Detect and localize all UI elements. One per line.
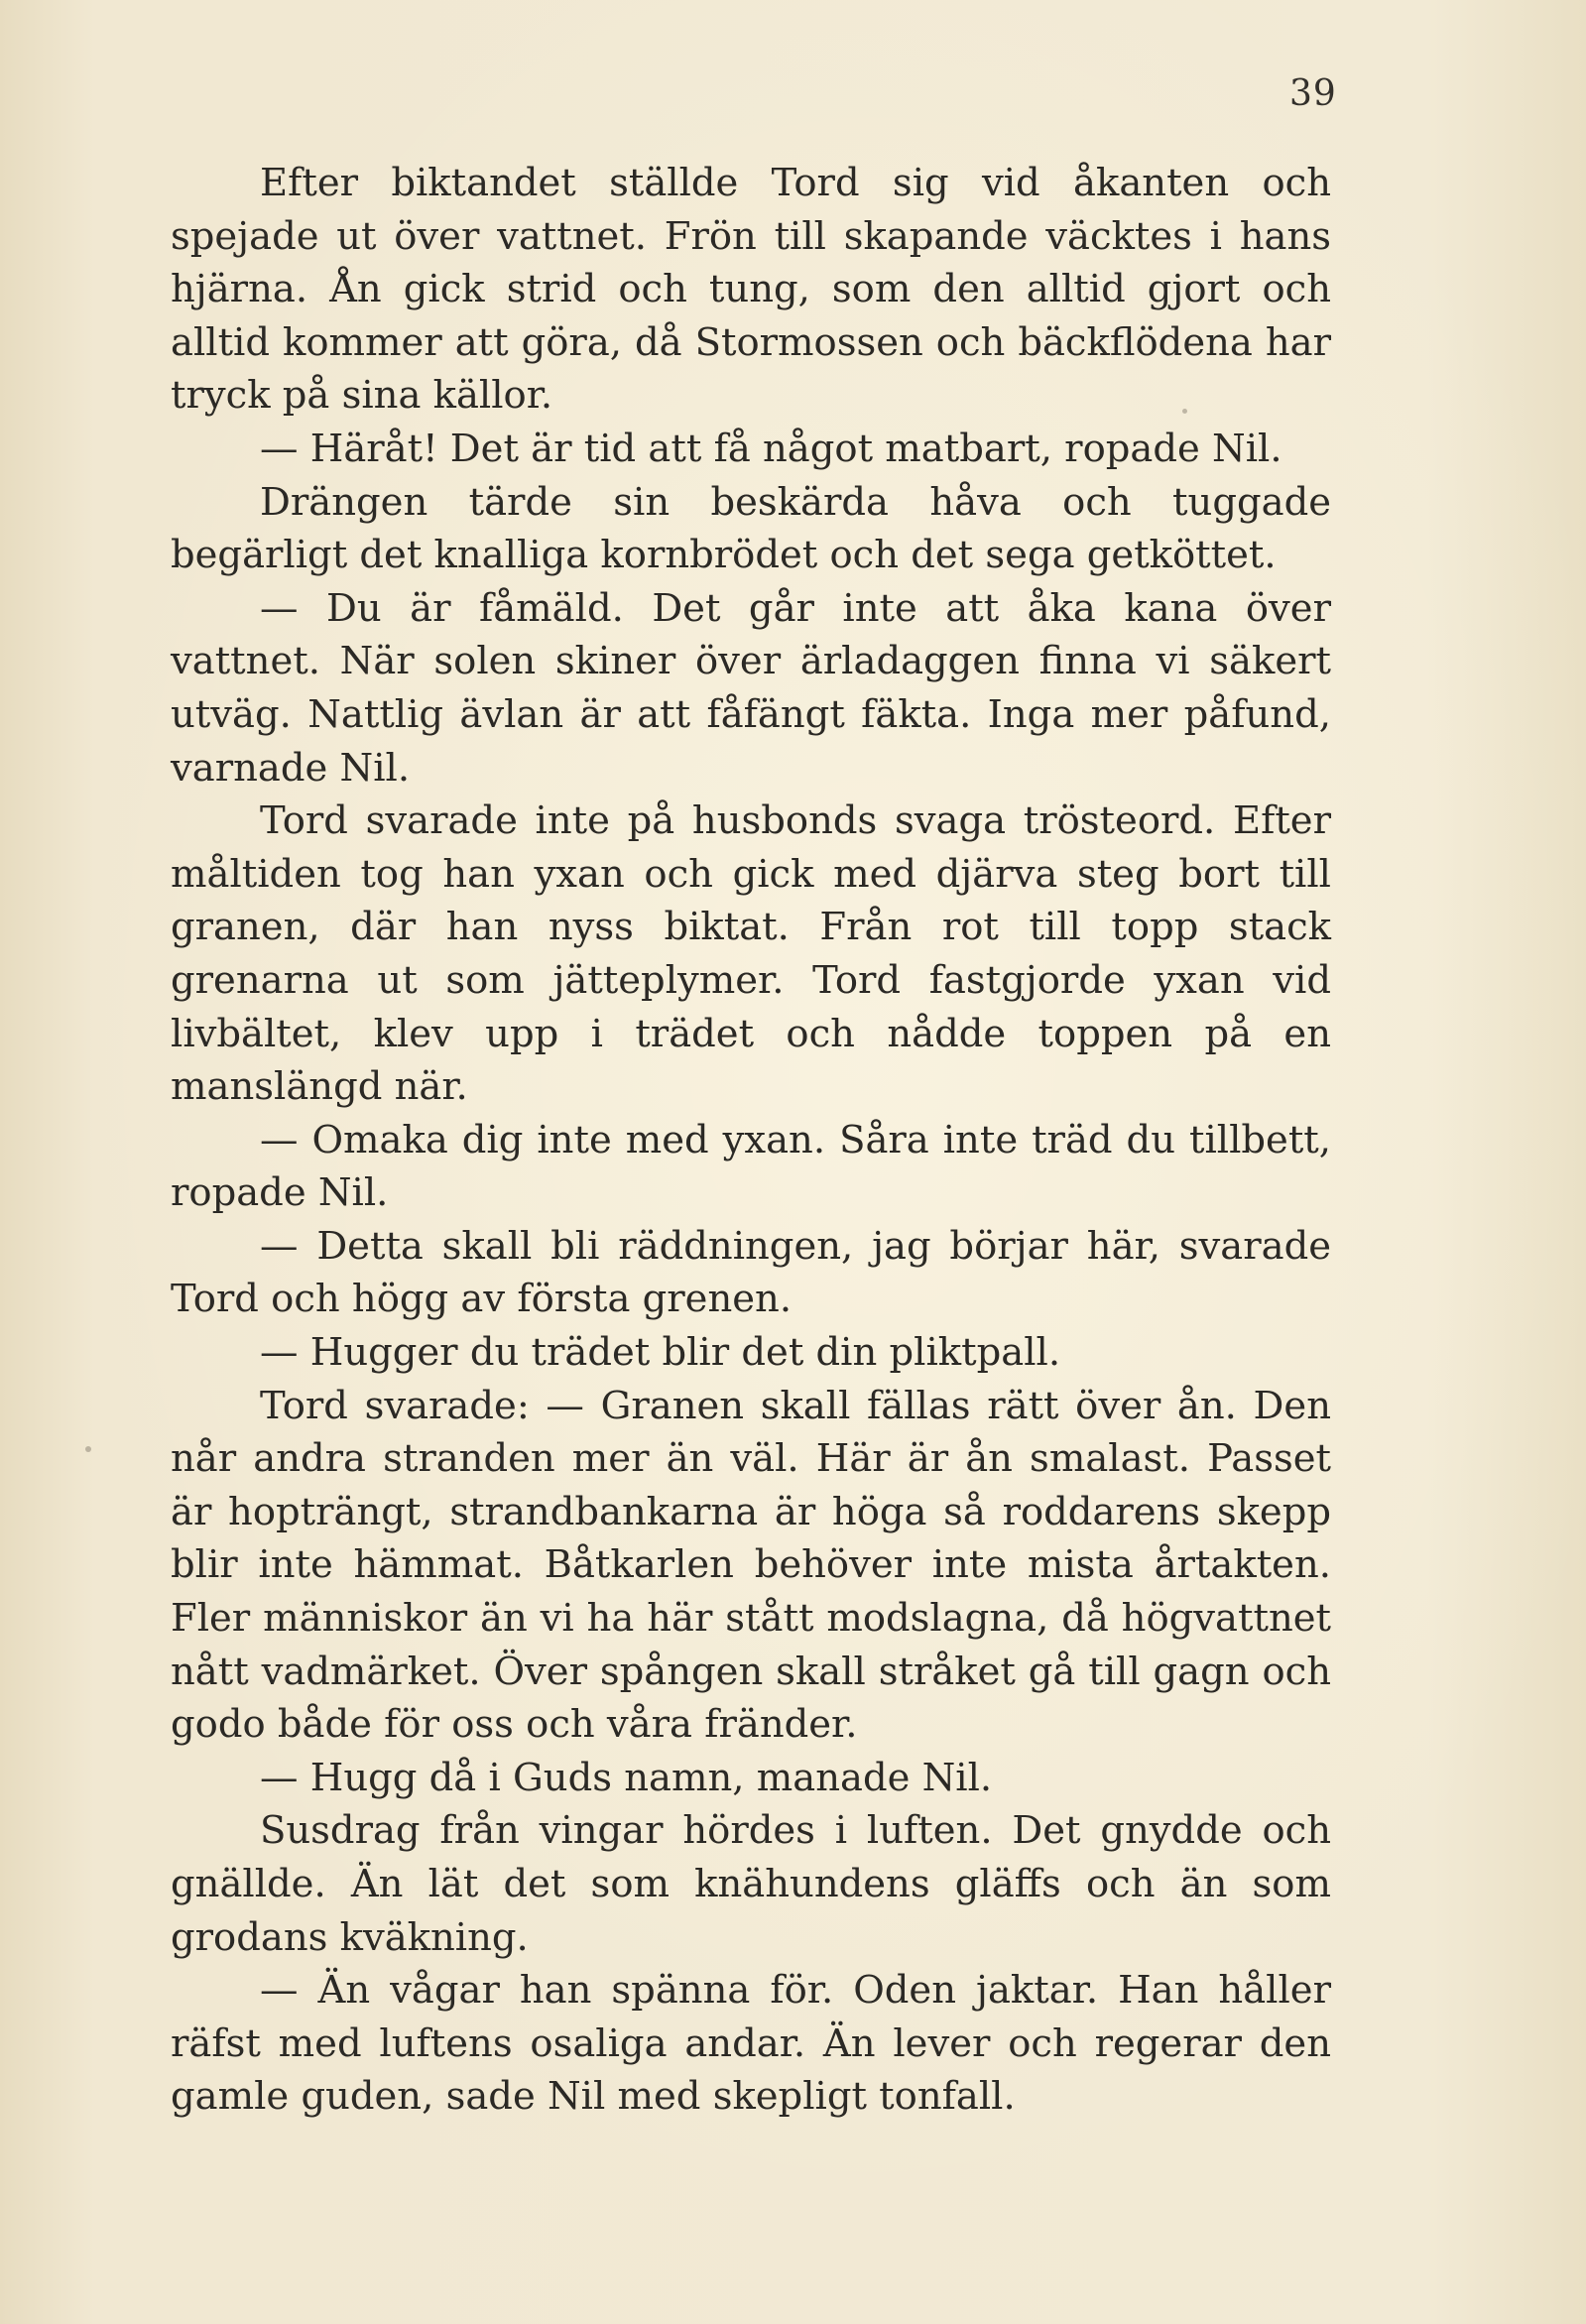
paper-speck bbox=[85, 1446, 91, 1452]
paragraph: — Häråt! Det är tid att få något matbart, ropade Nil. bbox=[260, 426, 1282, 471]
paragraph: — Än vågar han spänna för. Oden jaktar. Han håller räfst med luftens osaliga andar. Än lever och regerar den gamle guden, sade Nil med skepligt tonfall. bbox=[171, 1968, 1331, 2120]
paper-speck bbox=[1182, 409, 1187, 414]
paragraph: Drängen tärde sin beskärda håva och tuggade begärligt det knalliga kornbrödet och det sega getköttet. bbox=[171, 479, 1331, 578]
paragraph: Susdrag från vingar hördes i luften. Det gnydde och gnällde. Än lät det som knähundens gläffs och än som grodans kväkning. bbox=[171, 1808, 1331, 1960]
paragraph: — Detta skall bli räddningen, jag börjar här, svarade Tord och högg av första grenen. bbox=[171, 1223, 1331, 1322]
page-number: 39 bbox=[1289, 73, 1337, 114]
paragraph: Efter biktandet ställde Tord sig vid åkanten och spejade ut över vattnet. Frön till skapande väcktes i hans hjärna. Ån gick strid och tung, som den alltid gjort och alltid kommer att göra, då Stormossen och bäckflödena har tryck på sina källor. bbox=[171, 161, 1331, 419]
paragraph: — Du är fåmäld. Det går inte att åka kana över vattnet. När solen skiner över ärladaggen finna vi säkert utväg. Nattlig ävlan är att fåfängt fäkta. Inga mer påfund, varnade Nil. bbox=[171, 585, 1331, 791]
paragraph: — Hugg då i Guds namn, manade Nil. bbox=[260, 1755, 993, 1800]
paragraph: — Omaka dig inte med yxan. Såra inte träd du tillbett, ropade Nil. bbox=[171, 1117, 1331, 1216]
paragraph: Tord svarade inte på husbonds svaga trösteord. Efter måltiden tog han yxan och gick med djärva steg bort till granen, där han nyss biktat. Från rot till topp stack grenarna ut som jätteplymer. Tord fastgjorde yxan vid livbältet, klev upp i trädet och nådde toppen på en manslängd när. bbox=[171, 798, 1331, 1110]
paragraph: — Hugger du trädet blir det din pliktpall. bbox=[260, 1330, 1061, 1376]
body-text bbox=[171, 157, 1331, 2124]
paragraph: Tord svarade: — Granen skall fällas rätt över ån. Den når andra stranden mer än väl. Här är ån smalast. Passet är hopträngt, strandbankarna är höga så roddarens skepp blir inte hämmat. Båtkarlen behöver inte mista årtakten. Fler människor än vi ha här stått modslagna, då högvattnet nått vadmärket. Över spången skall stråket gå till gagn och godo både för oss och våra fränder. bbox=[171, 1383, 1331, 1748]
